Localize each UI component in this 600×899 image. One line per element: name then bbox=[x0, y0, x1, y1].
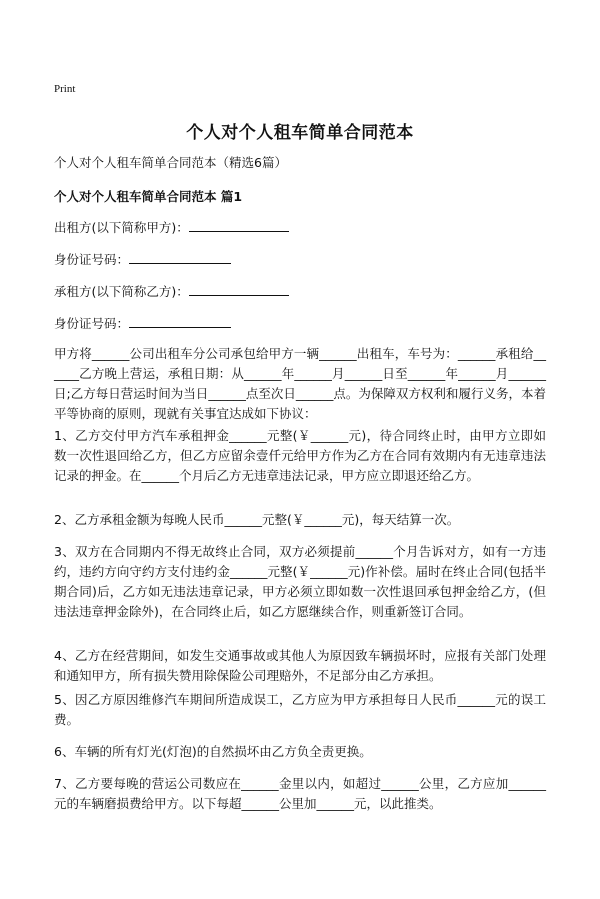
paragraph-clause-5: 5、因乙方原因维修汽车期间所造成误工，乙方应为甲方承担每日人民币______元的误工费。 bbox=[54, 692, 546, 727]
field-label: 身份证号码： bbox=[54, 316, 130, 331]
paragraph-intro: 甲方将______公司出租车分公司承包给甲方一辆______出租车，车号为：______承租给______乙方晚上营运，承租日期：从______年______月______日至______年______月______日;乙方每日营运时间为当日______点至次日______点。为保障双方权利和履行义务，本着平等协商的原则，现就有关事宜达成如下协议： bbox=[54, 346, 546, 421]
lessee-field bbox=[54, 282, 289, 300]
paragraph-clause-1: 1、乙方交付甲方汽车承租押金______元整(￥______元)，待合同终止时，由甲方立即如数一次性退回给乙方，但乙方应留余壹仟元给甲方作为乙方在合同有效期内有无违章违法记录的押金。在______个月后乙方无违章违法记录，甲方应立即退还给乙方。 bbox=[54, 428, 546, 483]
fill-blank bbox=[129, 314, 231, 328]
paragraph-clause-6: 6、车辆的所有灯光(灯泡)的自然损坏由乙方负全责更换。 bbox=[54, 744, 372, 759]
paragraph-clause-2: 2、乙方承租金额为每晚人民币______元整(￥______元)，每天结算一次。 bbox=[54, 512, 460, 527]
fill-blank bbox=[129, 250, 231, 264]
field-label: 身份证号码： bbox=[54, 252, 130, 267]
lessor-field bbox=[54, 218, 289, 236]
fill-blank bbox=[189, 282, 289, 296]
document-title: 个人对个人租车简单合同范本 bbox=[186, 123, 414, 143]
field-label: 承租方(以下简称乙方)： bbox=[54, 284, 189, 299]
section-heading: 个人对个人租车简单合同范本 篇1 bbox=[54, 189, 243, 204]
paragraph-clause-3: 3、双方在合同期内不得无故终止合同，双方必须提前______个月告诉对方，如有一方违约，违约方向守约方支付违约金______元整(￥______元)作补偿。届时在终止合同(包括半期合同)后，乙方如无违法违章记录，甲方必须立即如数一次性退回承包押金给乙方，(但违法违章押金除外)，在合同终止后，如乙方愿继续合作，则重新签订合同。 bbox=[54, 544, 546, 619]
lessee-id-field bbox=[54, 314, 231, 332]
paragraph-clause-4: 4、乙方在经营期间，如发生交通事故或其他人为原因致车辆损坏时，应报有关部门处理和通知甲方，所有损失赞用除保险公司理赔外，不足部分由乙方承担。 bbox=[54, 648, 546, 683]
field-label: 出租方(以下简称甲方)： bbox=[54, 220, 189, 235]
fill-blank bbox=[189, 218, 289, 232]
print-label: Print bbox=[54, 83, 76, 95]
paragraph-clause-7: 7、乙方要每晚的营运公司数应在______金里以内，如超过______公里，乙方应加______元的车辆磨损费给甲方。以下每超______公里加______元，以此推类。 bbox=[54, 776, 546, 811]
document-subtitle: 个人对个人租车简单合同范本（精选6篇） bbox=[54, 155, 287, 170]
lessor-id-field bbox=[54, 250, 231, 268]
